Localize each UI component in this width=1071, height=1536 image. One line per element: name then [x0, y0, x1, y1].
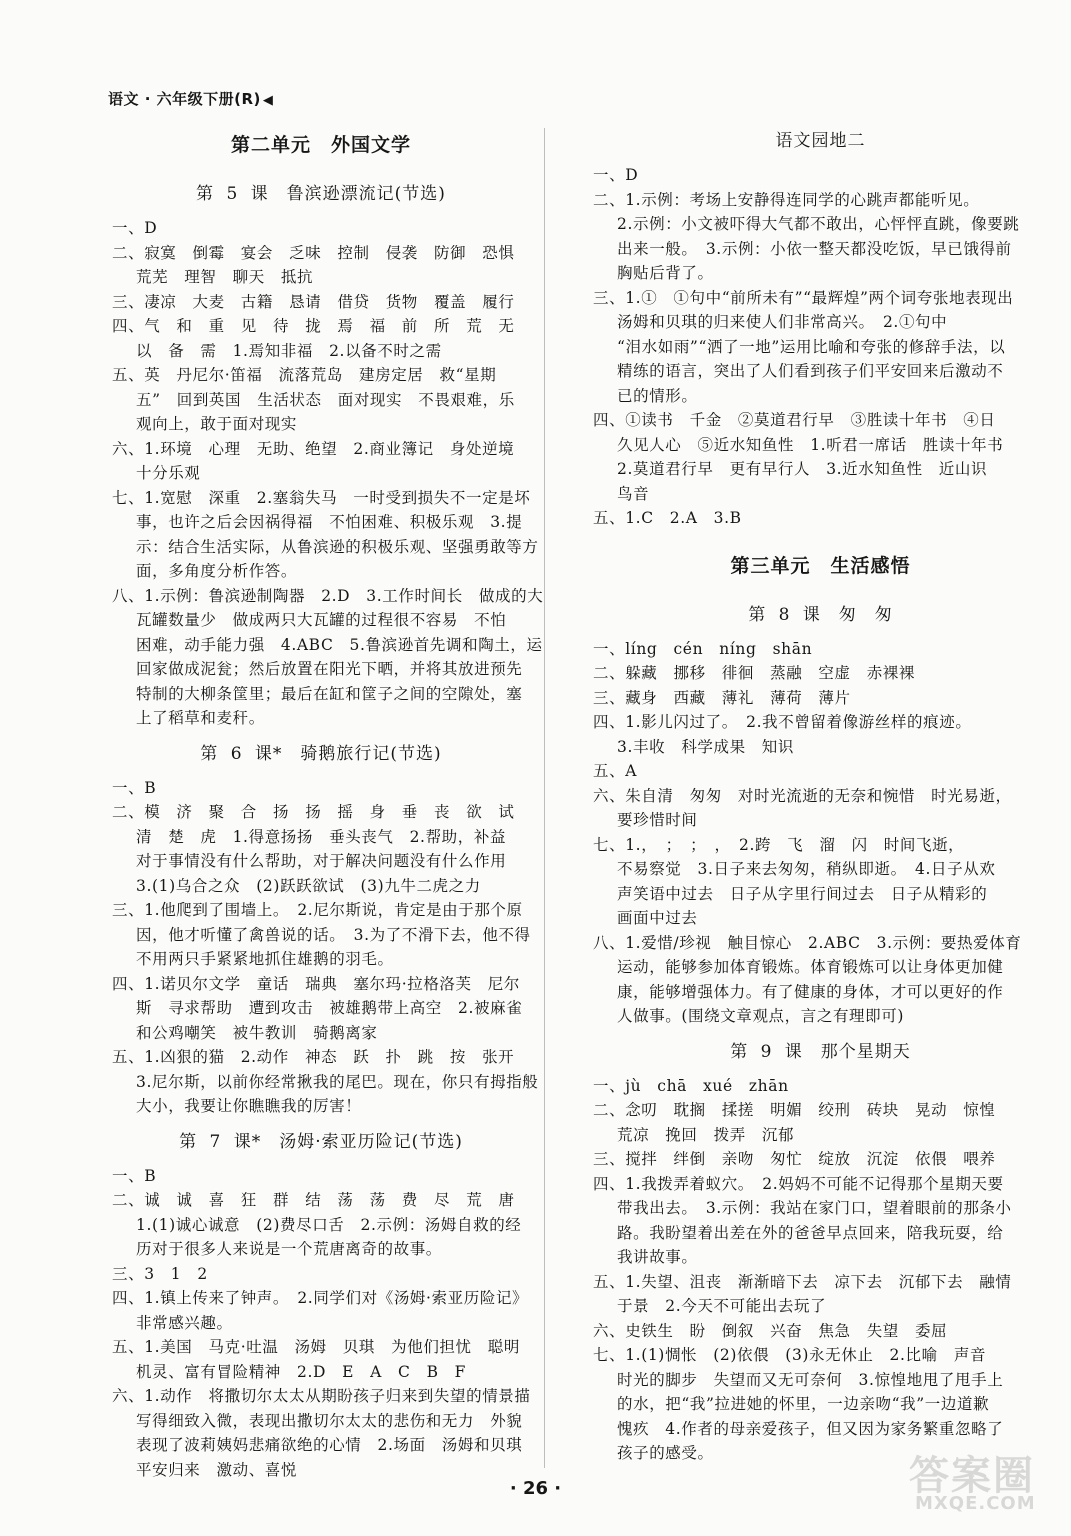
answer-line: 3.丰收 科学成果 知识	[617, 737, 794, 756]
answer-line: 观向上，敢于面对现实	[136, 415, 298, 433]
answer-line: 五、1.美国 马克·吐温 汤姆 贝琪 为他们担忧 聪明	[112, 1338, 520, 1356]
answer-line: 一、D	[112, 219, 158, 237]
answer-line: 鸟音	[617, 484, 650, 503]
answer-line: 四、1.影儿闪过了。 2.我不曾留着像游丝样的痕迹。	[593, 713, 972, 731]
answer-line: 非常感兴趣。	[136, 1313, 233, 1332]
answer-line: 机灵、富有冒险精神 2.D E A C B F	[136, 1362, 467, 1381]
answer-line: 三、凄凉 大麦 古籍 恳请 借贷 货物 覆盖 履行	[112, 292, 515, 311]
answer-line: 平安归来 激动、喜悦	[136, 1460, 298, 1479]
answer-line: 因，他才听懂了禽兽说的话。 3.为了不滑下去，他不得	[136, 925, 531, 944]
answer-line: 一、jù chā xué zhān	[593, 1076, 789, 1095]
answer-line: 2.莫道君行早 更有早行人 3.近水知鱼性 近山识	[617, 460, 988, 478]
answer-line: 大小，我要让你瞧瞧我的厉害！	[136, 1097, 362, 1115]
watermark-text: 答案圈	[909, 1453, 1035, 1499]
answer-line: 愧疚 4.作者的母亲爱孩子，但又因为家务繁重忽略了	[617, 1419, 1004, 1438]
left-column	[112, 118, 544, 1482]
answer-line: 写得细致入微，表现出撒切尔太太的悲伤和无力 外貌	[136, 1411, 523, 1430]
answer-line: 五、1.凶狠的猫 2.动作 神态 跃 扑 跳 按 张开	[112, 1048, 515, 1066]
answer-line: 三、藏身 西藏 薄礼 薄荷 薄片	[593, 688, 851, 707]
answer-line: 回家做成泥瓮；然后放置在阳光下晒，并将其放进预先	[136, 660, 523, 678]
answer-line: 三、搅拌 绊倒 亲吻 匆忙 绽放 沉淀 依偎 喂养	[593, 1150, 996, 1168]
answer-line: 六、朱自清 匆匆 对时光流逝的无奈和惋惜 时光易逝，	[593, 786, 1012, 805]
answer-line: 声笑语中过去 日子从字里行间过去 日子从精彩的	[617, 884, 988, 903]
answer-line: 精练的语言，突出了人们看到孩子们平安回来后激动不	[617, 362, 1004, 380]
answer-line: 时光的脚步 失望而又无可奈何 3.惊惶地甩了甩手上	[617, 1370, 1004, 1389]
answer-line: 五、1.失望、沮丧 渐渐暗下去 凉下去 沉郁下去 融情	[593, 1272, 1012, 1291]
answer-line: 七、1.(1)惆怅 (2)依偎 (3)永无休止 2.比喻 声音	[593, 1346, 987, 1364]
unit-title-3: 第三单元 生活感悟	[730, 554, 911, 577]
answer-line: 一、líng cén níng shān	[593, 639, 813, 658]
answer-line: 孩子的感受。	[617, 1444, 714, 1462]
answer-line: 带我出去。 3.示例：我站在家门口，望着眼前的那条小	[617, 1199, 1012, 1217]
answer-line: 二、1.示例：考场上安静得连同学的心跳声都能听见。	[593, 190, 980, 209]
answer-line: 斯 寻求帮助 遭到攻击 被雄鹅带上高空 2.被麻雀	[136, 999, 523, 1017]
answer-line: 人做事。(围绕文章观点，言之有理即可)	[617, 1007, 904, 1025]
answer-line: 七、1.宽慰 深重 2.塞翁失马 一时受到损失不一定是坏	[112, 488, 531, 507]
answer-line: 不易察觉 3.日子来去匆匆，稍纵即逝。 4.日子从欢	[617, 860, 996, 878]
answer-line: 一、B	[112, 1166, 157, 1185]
answer-line: 二、寂寞 倒霉 宴会 乏味 控制 侵袭 防御 恐惧	[112, 243, 515, 262]
watermark-url: MXQE.COM	[915, 1493, 1036, 1514]
lesson-title: 第 8 课 匆 匆	[748, 604, 893, 625]
answer-line: 我讲故事。	[617, 1248, 698, 1266]
running-header	[108, 88, 273, 109]
answer-line: 二、诚 诚 喜 狂 群 结 荡 荡 费 尽 荒 唐	[112, 1191, 515, 1209]
answer-line: 瓦罐数量少 做成两只大瓦罐的过程很不容易 不怕	[136, 611, 507, 629]
answer-line: 上了稻草和麦秆。	[136, 709, 265, 727]
answer-line: 出来一般。 3.示例：小依一整天都没吃饭，早已饿得前	[617, 239, 1012, 258]
answer-line: 八、1.爱惜/珍视 触目惊心 2.ABC 3.示例：要热爱体育	[593, 933, 1022, 952]
answer-line: 五、英 丹尼尔·笛福 流落荒岛 建房定居 救“星期	[112, 366, 497, 384]
right-sections	[593, 600, 1048, 1466]
watermark-logo	[891, 1444, 1041, 1514]
answer-line: 于景 2.今天不可能出去玩了	[617, 1297, 827, 1315]
answer-line: 四、气 和 重 见 待 拢 焉 福 前 所 荒 无	[112, 317, 515, 335]
answer-line: 对于事情没有什么帮助，对于解决问题没有什么作用	[136, 852, 507, 870]
right-column	[593, 118, 1048, 1466]
answer-line: 六、1.动作 将撒切尔太太从期盼孩子归来到失望的情景描	[112, 1387, 531, 1405]
answer-line: 久见人心 ⑤近水知鱼性 1.听君一席话 胜读十年书	[617, 435, 1004, 454]
lesson-title: 第 7 课* 汤姆·索亚历险记(节选)	[179, 1131, 463, 1152]
answer-line: 2.示例：小文被吓得大气都不敢出，心怦怦直跳，像要跳	[617, 215, 1020, 233]
answer-line: 一、B	[112, 778, 157, 797]
answer-line: 1.(1)诚心诚意 (2)费尽口舌 2.示例：汤姆自救的经	[136, 1215, 522, 1234]
answer-line: 面，多角度分析作答。	[136, 562, 298, 580]
answer-line: 路。我盼望着出差在外的爸爸早点回来，陪我玩耍，给	[617, 1223, 1004, 1242]
answer-line: “泪水如雨”“洒了一地”运用比喻和夸张的修辞手法，以	[617, 337, 1006, 356]
answer-line: 二、躲藏 挪移 徘徊 蒸融 空虚 赤裸裸	[593, 664, 916, 682]
answer-line: 四、1.镇上传来了钟声。 2.同学们对《汤姆·索亚历险记》	[112, 1289, 529, 1307]
answer-line: 四、1.我拨弄着蚁穴。 2.妈妈不可能不记得那个星期天要	[593, 1174, 1004, 1193]
lesson-title: 语文园地二	[775, 131, 866, 151]
answer-line: 三、1.① ①句中“前所未有”“最辉煌”两个词夸张地表现出	[593, 288, 1014, 307]
header-text: 语文 · 六年级下册(R)	[108, 90, 261, 108]
answer-line: 四、1.诺贝尔文学 童话 瑞典 塞尔玛·拉格洛芙 尼尔	[112, 974, 520, 993]
answer-line: 表现了波莉姨妈悲痛欲绝的心情 2.场面 汤姆和贝琪	[136, 1436, 523, 1454]
answer-line: 事，也许之后会因祸得福 不怕困难、积极乐观 3.提	[136, 513, 523, 531]
answer-line: 已的情形。	[617, 386, 698, 405]
answer-line: 特制的大柳条筐里；最后在缸和筐子之间的空隙处，塞	[136, 684, 523, 703]
answer-line: 荒芜 理智 聊天 抵抗	[136, 268, 314, 286]
answer-line: 历对于很多人来说是一个荒唐离奇的故事。	[136, 1240, 442, 1258]
page-number: · 26 ·	[509, 1478, 562, 1499]
answer-line: 八、1.示例：鲁滨逊制陶器 2.D 3.工作时间长 做成的大	[112, 586, 544, 605]
answer-line: 六、1.环境 心理 无助、绝望 2.商业簿记 身处逆境	[112, 439, 515, 458]
answer-line: 十分乐观	[136, 464, 201, 482]
column-divider	[544, 128, 545, 1468]
right-top-sections	[593, 126, 1048, 531]
answer-line: 荒凉 挽回 拨弄 沉郁	[617, 1125, 795, 1144]
answer-line: 三、1.他爬到了围墙上。 2.尼尔斯说，肯定是由于那个原	[112, 901, 523, 919]
answer-line: 四、①读书 千金 ②莫道君行早 ③胜读十年书 ④日	[593, 411, 996, 429]
lesson-title: 第 9 课 那个星期天	[730, 1041, 911, 1062]
answer-line: 六、史铁生 盼 倒叙 兴奋 焦急 失望 委屈	[593, 1321, 948, 1340]
answer-line: 要珍惜时间	[617, 811, 698, 829]
lesson-title: 第 6 课* 骑鹅旅行记(节选)	[200, 743, 442, 764]
answer-line: 运动，能够参加体育锻炼。体育锻炼可以让身体更加健	[617, 958, 1004, 976]
answer-line: 3.(1)乌合之众 (2)跃跃欲试 (3)九牛二虎之力	[136, 876, 481, 895]
answer-line: 胸贴后背了。	[617, 264, 714, 282]
answer-line: 五、A	[593, 762, 637, 780]
answer-line: 示：结合生活实际，从鲁滨逊的积极乐观、坚强勇敢等方	[136, 537, 539, 556]
answer-line: 二、模 济 聚 合 扬 扬 摇 身 垂 丧 欲 试	[112, 803, 515, 821]
answer-line: 汤姆和贝琪的归来使人们非常高兴。 2.①句中	[617, 313, 948, 331]
unit-title-2: 第二单元 外国文学	[230, 134, 411, 156]
answer-line: 不用两只手紧紧地抓住雄鹅的羽毛。	[136, 950, 394, 968]
answer-line: 七、1.， ； ； ， 2.跨 飞 溜 闪 时间飞逝，	[593, 835, 965, 854]
answer-line: 的水，把“我”拉进她的怀里，一边亲吻“我”一边道歉	[617, 1395, 990, 1413]
lesson-title: 第 5 课 鲁滨逊漂流记(节选)	[196, 184, 446, 204]
answer-line: 二、念叨 耽搁 揉搓 明媚 绞刑 砖块 晃动 惊惶	[593, 1101, 996, 1119]
answer-line: 和公鸡嘲笑 被牛教训 骑鹅离家	[136, 1023, 378, 1042]
answer-line: 康，能够增强体力。有了健康的身体，才可以更好的作	[617, 982, 1004, 1001]
answer-line: 三、3 1 2	[112, 1264, 208, 1283]
answer-line: 画面中过去	[617, 909, 698, 927]
answer-line: 困难，动手能力强 4.ABC 5.鲁滨逊首先调和陶土，运	[136, 635, 543, 654]
answer-line: 五” 回到英国 生活状态 面对现实 不畏艰难，乐	[136, 390, 515, 409]
header-arrow-icon: ◀	[262, 93, 274, 108]
left-sections	[112, 179, 544, 1482]
answer-line: 一、D	[593, 166, 639, 184]
answer-line: 3.尼尔斯，以前你经常揪我的尾巴。现在，你只有拇指般	[136, 1072, 539, 1091]
answer-line: 以 备 需 1.焉知非福 2.以备不时之需	[136, 341, 442, 360]
answer-line: 清 楚 虎 1.得意扬扬 垂头丧气 2.帮助，补益	[136, 827, 507, 846]
answer-line: 五、1.C 2.A 3.B	[593, 509, 742, 527]
